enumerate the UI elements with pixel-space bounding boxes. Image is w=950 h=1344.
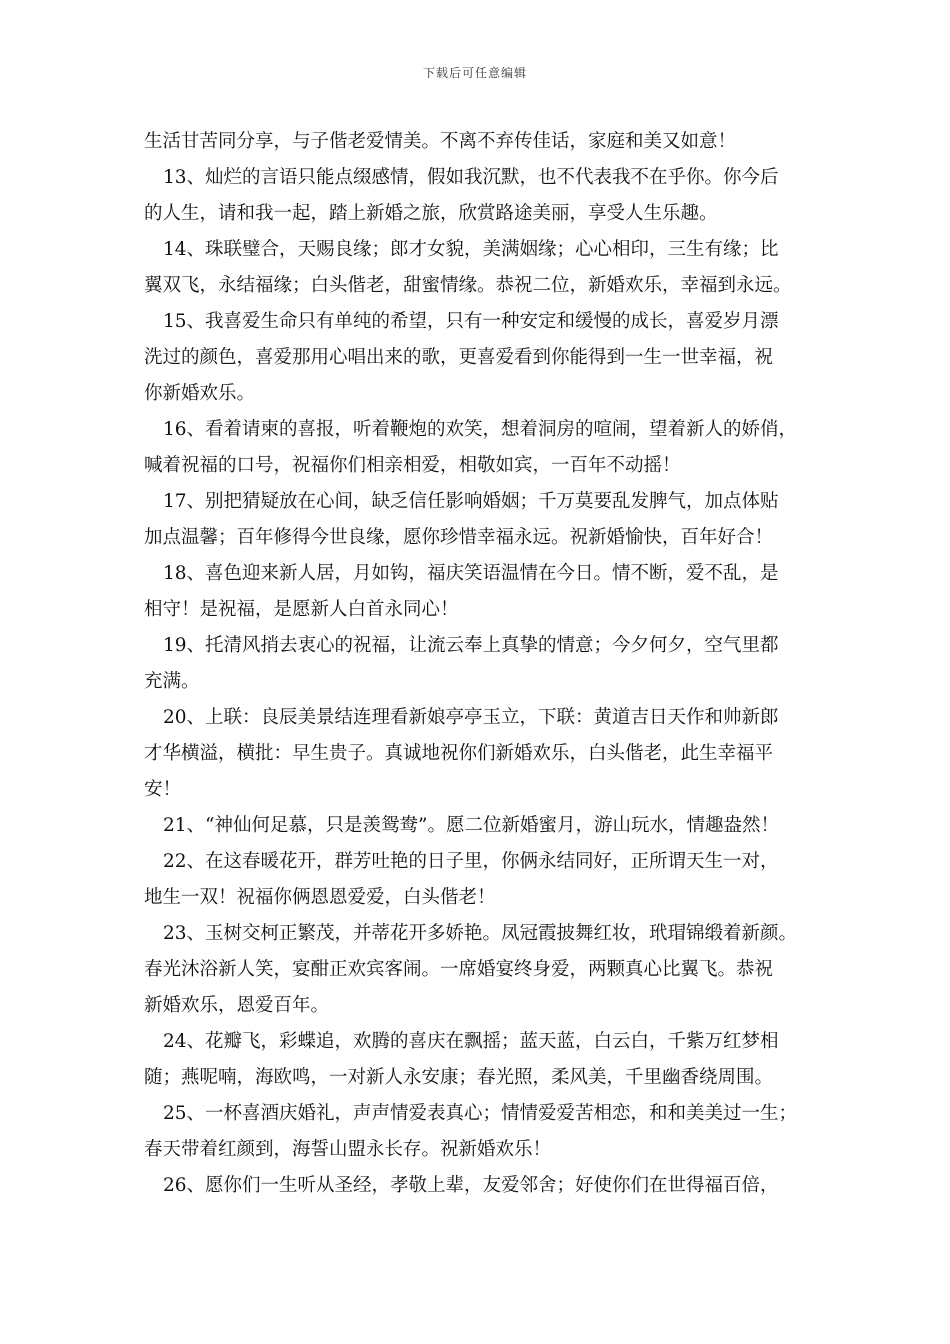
text-line: 24、花瓣飞，彩蝶追，欢腾的喜庆在飘摇；蓝天蓝，白云白，千紫万红梦相 <box>163 1031 779 1052</box>
text-line: 23、玉树交柯正繁茂，并蒂花开多娇艳。凤冠霞披舞红妆，玳瑁锦缎着新颜。 <box>163 923 798 944</box>
text-line: 喊着祝福的口号，祝福你们相亲相爱，相敬如宾，一百年不动摇！ <box>144 455 681 476</box>
text-line: 20、上联：良辰美景结连理看新娘亭亭玉立，下联：黄道吉日天作和帅新郎 <box>163 707 779 728</box>
text-line: 充满。 <box>144 671 200 692</box>
text-line: 19、托清风捎去衷心的祝福，让流云奉上真挚的情意；今夕何夕，空气里都 <box>163 635 779 656</box>
text-line: 地生一双！祝福你俩恩恩爱爱，白头偕老！ <box>144 887 496 908</box>
text-line: 的人生，请和我一起，踏上新婚之旅，欣赏路途美丽，享受人生乐趣。 <box>144 203 718 224</box>
text-line: 17、别把猜疑放在心间，缺乏信任影响婚姻；千万莫要乱发脾气，加点体贴 <box>163 491 779 512</box>
text-line: 相守！是祝福，是愿新人白首永同心！ <box>144 599 459 620</box>
text-line: 25、一杯喜酒庆婚礼，声声情爱表真心；情情爱爱苦相恋，和和美美过一生； <box>163 1103 798 1124</box>
text-line: 生活甘苦同分享，与子偕老爱情美。不离不弃传佳话，家庭和美又如意！ <box>144 131 737 152</box>
text-line: 才华横溢，横批：早生贵子。真诚地祝你们新婚欢乐，白头偕老，此生幸福平 <box>144 743 774 764</box>
text-line: 翼双飞，永结福缘；白头偕老，甜蜜情缘。恭祝二位，新婚欢乐，幸福到永远。 <box>144 275 792 296</box>
text-line: 14、珠联璧合，天赐良缘；郎才女貌，美满姻缘；心心相印，三生有缘；比 <box>163 239 779 260</box>
page-header: 下载后可任意编辑 <box>422 66 527 80</box>
text-line: 18、喜色迎来新人居，月如钩，福庆笑语温情在今日。情不断，爱不乱，是 <box>163 563 779 584</box>
text-line: 春光沐浴新人笑，宴酣正欢宾客闹。一席婚宴终身爱，两颗真心比翼飞。恭祝 <box>144 959 774 980</box>
text-line: 加点温馨；百年修得今世良缘，愿你珍惜幸福永远。祝新婚愉快，百年好合！ <box>144 527 774 548</box>
text-line: 26、愿你们一生听从圣经，孝敬上辈，友爱邻舍；好使你们在世得福百倍， <box>163 1175 779 1196</box>
text-line: 16、看着请柬的喜报，听着鞭炮的欢笑，想着洞房的喧闹，望着新人的娇俏， <box>163 419 798 440</box>
text-line: 随；燕呢喃，海欧鸣，一对新人永安康；春光照，柔风美，千里幽香绕周围。 <box>144 1067 774 1088</box>
text-line: 22、在这春暖花开，群芳吐艳的日子里，你俩永结同好，正所谓天生一对， <box>163 851 779 872</box>
text-line: 你新婚欢乐。 <box>144 383 256 404</box>
text-line: 15、我喜爱生命只有单纯的希望，只有一种安定和缓慢的成长，喜爱岁月漂 <box>163 311 779 332</box>
text-line: 洗过的颜色，喜爱那用心唱出来的歌，更喜爱看到你能得到一生一世幸福，祝 <box>144 347 774 368</box>
text-line: 安！ <box>144 779 182 800</box>
text-line: 13、灿烂的言语只能点缀感情，假如我沉默，也不代表我不在乎你。你今后 <box>163 167 779 188</box>
text-line: 春天带着红颜到，海誓山盟永长存。祝新婚欢乐！ <box>144 1139 552 1160</box>
text-line: 21、“神仙何足慕，只是羡鸳鸯”。愿二位新婚蜜月，游山玩水，情趣盎然！ <box>163 815 779 836</box>
text-line: 新婚欢乐，恩爱百年。 <box>144 995 330 1016</box>
document-body <box>144 124 824 1204</box>
